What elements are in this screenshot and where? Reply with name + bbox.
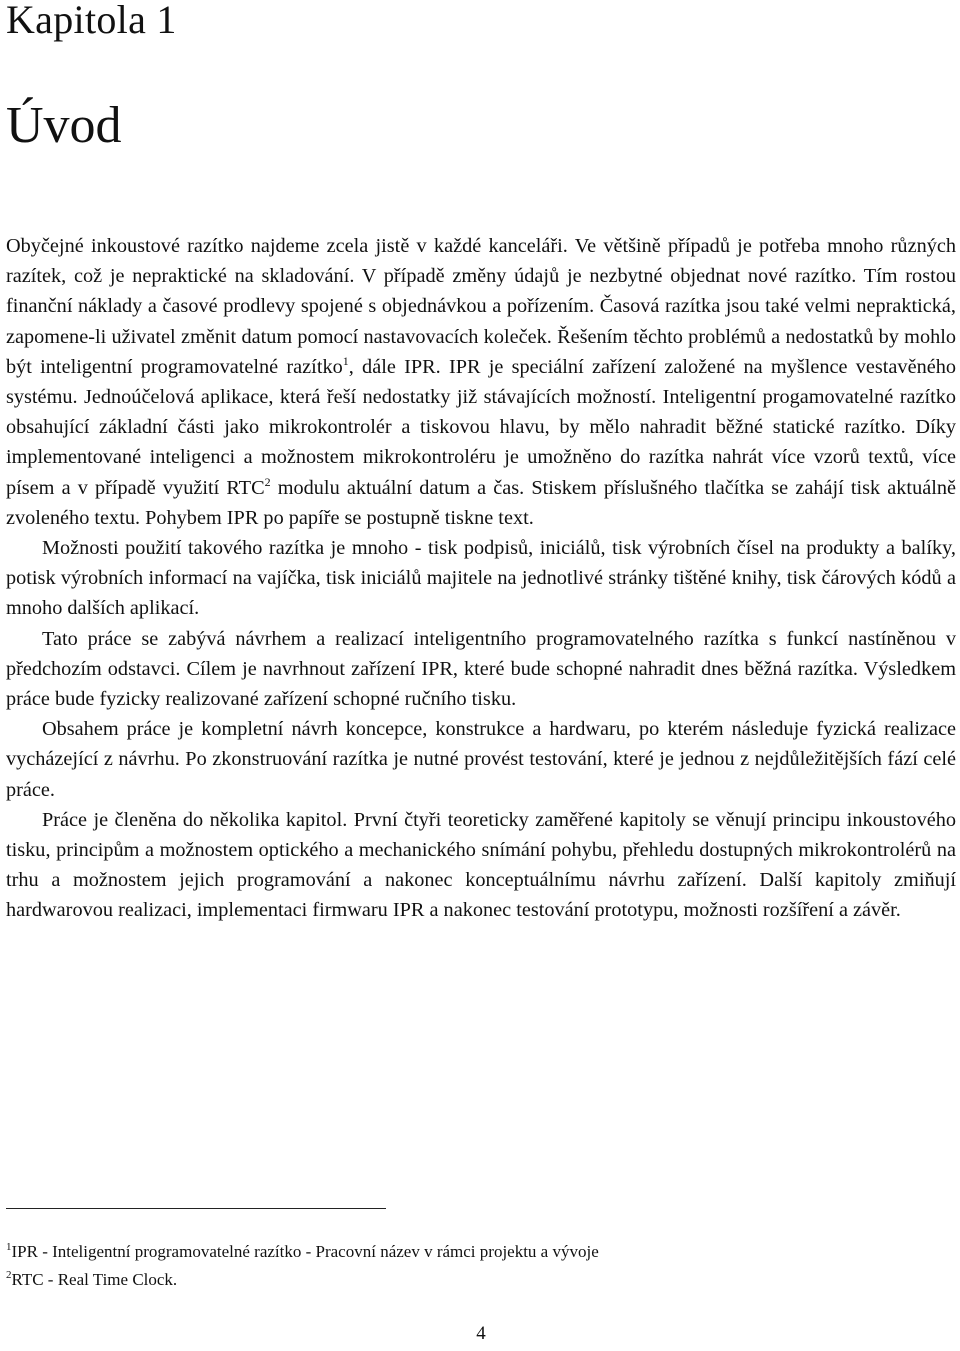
footnotes	[6, 1238, 956, 1294]
paragraph-5: Práce je členěna do několika kapitol. První čtyři teoreticky zaměřené kapitoly se věnují principu inkoustového tisku, principům a možnostem optického a mechanického snímání pohybu, přehledu dostupných mikrokontrolérů na trhu a možnostem jejich programování a nakonec konceptuálnímu návrhu zařízení. Další kapitoly zmiňují hardwarovou realizaci, implementaci firmwaru IPR a nakonec testování prototypu, možnosti rozšíření a závěr.	[6, 808, 956, 922]
paragraph-4: Obsahem práce je kompletní návrh koncepce, konstrukce a hardwaru, po kterém následuje fyzická realizace vycházející z návrhu. Po zkonstruování razítka je nutné provést testování, které je jednou z nejdůležitějších fází celé práce.	[6, 718, 956, 801]
document-page	[6, 0, 956, 1351]
footnote-ref-1[interactable]: 1	[342, 353, 349, 368]
footnote-ref-2[interactable]: 2	[264, 474, 271, 489]
footnote-2	[6, 1266, 956, 1294]
footnote-mark-1: 1	[6, 1241, 12, 1253]
paragraph-1-text-continued: , dále IPR. IPR je speciální zařízení založené na myšlence vestavěného systému. Jednoúčelová aplikace, která řeší nedostatky již stávajících možností. Inteligentní progamovatelné razítko obsahující základní části jako mikrokontrolér a tiskovou hlavu, by mělo nahradit běžné statické razítko. Díky implementované inteligenci a možnostem mikrokontroléru je umožněno do razítka nahrát více vzorů textů, více písem a v případě využití RTC	[6, 355, 956, 499]
footnote-1	[6, 1238, 956, 1266]
paragraph-1	[6, 231, 956, 533]
paragraph-1-text-end: modulu aktuální datum a čas. Stiskem příslušného tlačítka se zahájí tisk aktuálně zvoleného textu. Pohybem IPR po papíře se postupně tiskne text.	[6, 476, 956, 529]
chapter-title: Úvod	[6, 97, 122, 154]
body-text	[6, 231, 956, 926]
footnote-divider	[6, 1208, 386, 1209]
page-number: 4	[476, 1323, 486, 1344]
footnote-mark-2: 2	[6, 1269, 12, 1281]
paragraph-3: Tato práce se zabývá návrhem a realizací inteligentního programovatelného razítka s funkcí nastíněnou v předchozím odstavci. Cílem je navrhnout zařízení IPR, které bude schopné nahradit dnes běžná razítka. Výsledkem práce bude fyzicky realizované zařízení schopné ručního tisku.	[6, 627, 956, 711]
chapter-label: Kapitola 1	[6, 0, 177, 42]
footnote-1-text: IPR - Inteligentní programovatelné razítko - Pracovní název v rámci projektu a vývoje	[11, 1242, 599, 1261]
paragraph-2: Možnosti použití takového razítka je mnoho - tisk podpisů, iniciálů, tisk výrobních čísel na produkty a balíky, potisk výrobních informací na vajíčka, tisk iniciálů majitele na jednotlivé stránky tištěné knihy, tisk čárových kódů a mnoho dalších aplikací.	[6, 537, 956, 620]
footnote-2-text: RTC - Real Time Clock.	[11, 1270, 178, 1289]
paragraph-1-text: Obyčejné inkoustové razítko najdeme zcela jistě v každé kanceláři. Ve většině případů je potřeba mnoho různých razítek, což je nepraktické na skladování. V případě změny údajů je nezbytné objednat nové razítko. Tím rostou finanční náklady a časové prodlevy spojené s objednávkou a pořízením. Časová razítka jsou také velmi nepraktická, zapomene-li uživatel změnit datum pomocí nastavovacích koleček. Řešením těchto problémů a nedostatků by mohlo být inteligentní programovatelné razítko	[6, 235, 956, 378]
